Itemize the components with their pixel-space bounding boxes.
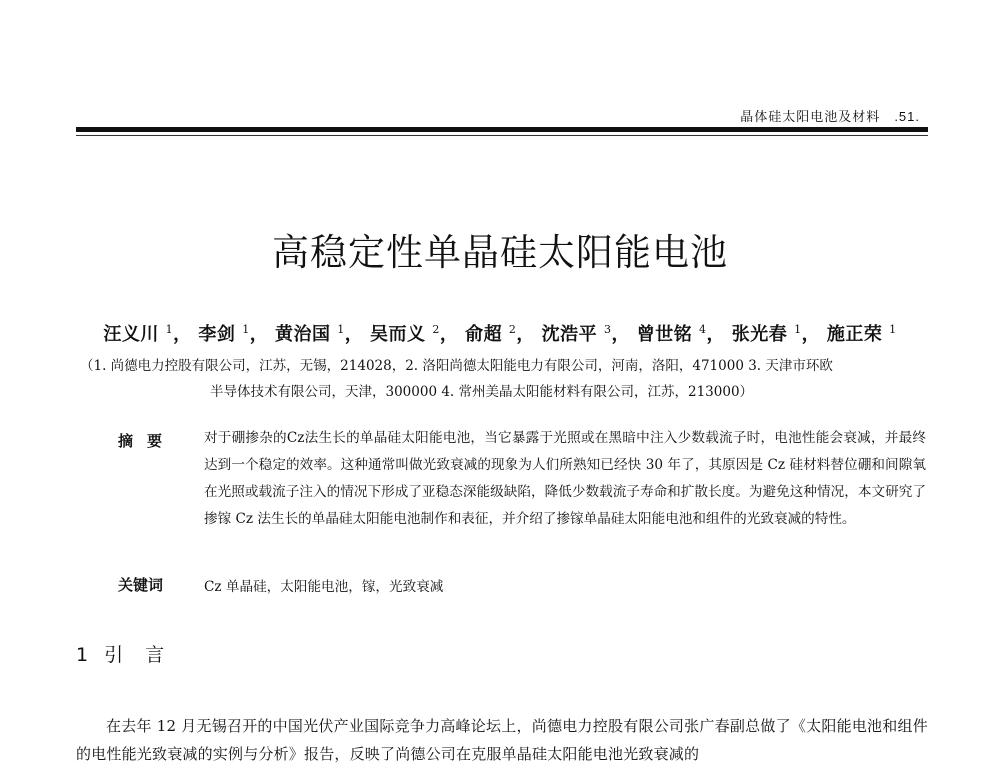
- keywords-text: Cz 单晶硅，太阳能电池，镓，光致衰减: [204, 579, 444, 595]
- author: 俞超 $^2$: [465, 323, 517, 345]
- body-paragraph: 在去年 12 月无锡召开的中国光伏产业国际竞争力高峰论坛上，尚德电力控股有限公司张广春副总做了《太阳能电池和组件的电性能光致衰减的实例与分析》报告，反映了尚德公司在克服单晶硅太阳能电池光致衰减的: [76, 717, 928, 763]
- header-rule-thin: [76, 135, 928, 136]
- keywords-label: 关键词: [118, 576, 164, 594]
- page-number: .51.: [894, 109, 920, 124]
- header-rule-thick: [76, 127, 928, 132]
- paper-title: 高稳定性单晶硅太阳能电池: [272, 231, 728, 274]
- section-title: 引言: [104, 644, 187, 666]
- author: 吴而义 $^2$: [370, 323, 440, 345]
- author: 沈浩平 $^3$: [541, 323, 612, 345]
- author: 汪义川 $^1$: [103, 323, 174, 345]
- section-number: 1: [76, 644, 89, 666]
- affiliation-line-1: （1. 尚德电力控股有限公司，江苏，无锡，214028，2. 洛阳尚德太阳能电力有限公司，河南，洛阳，471000 3. 天津市环欧: [80, 358, 833, 374]
- author: 张光春 $^1$: [731, 323, 802, 345]
- author-list: 汪义川 $^1$， 李剑 $^1$， 黄治国 $^1$， 吴而义 $^2$， 俞超 $^2$， 沈浩平 $^3$， 曾世铭 $^4$， 张光春 $^1$， 施正荣 $^1$: [103, 323, 897, 345]
- running-header: [740, 106, 920, 125]
- abstract-text: 对于硼掺杂的Cz法生长的单晶硅太阳能电池，当它暴露于光照或在黑暗中注入少数载流子时，电池性能会衰减，并最终达到一个稳定的效率。这种通常叫做光致衰减的现象为人们所熟知已经快 30 年了，其原因是 Cz 硅材料替位硼和间隙氧在光照或载流子注入的情况下形成了亚稳态深能级缺陷，降低少数载流子寿命和扩散长度。为避免这种情况，本文研究了掺镓 Cz 法生长的单晶硅太阳能电池制作和表征，并介绍了掺镓单晶硅太阳能电池和组件的光致衰减的特性。: [204, 430, 926, 527]
- affiliation-line-2: 半导体技术有限公司，天津，300000 4. 常州美晶太阳能材料有限公司，江苏，213000）: [210, 384, 754, 400]
- abstract-label: 摘要: [118, 432, 177, 450]
- running-title: 晶体硅太阳电池及材料: [740, 110, 881, 125]
- author: 李剑 $^1$: [198, 323, 250, 345]
- author: 曾世铭 $^4$: [636, 323, 707, 345]
- section-heading: [76, 640, 186, 667]
- author: 施正荣 $^1$: [826, 323, 897, 345]
- author: 黄治国 $^1$: [274, 323, 345, 345]
